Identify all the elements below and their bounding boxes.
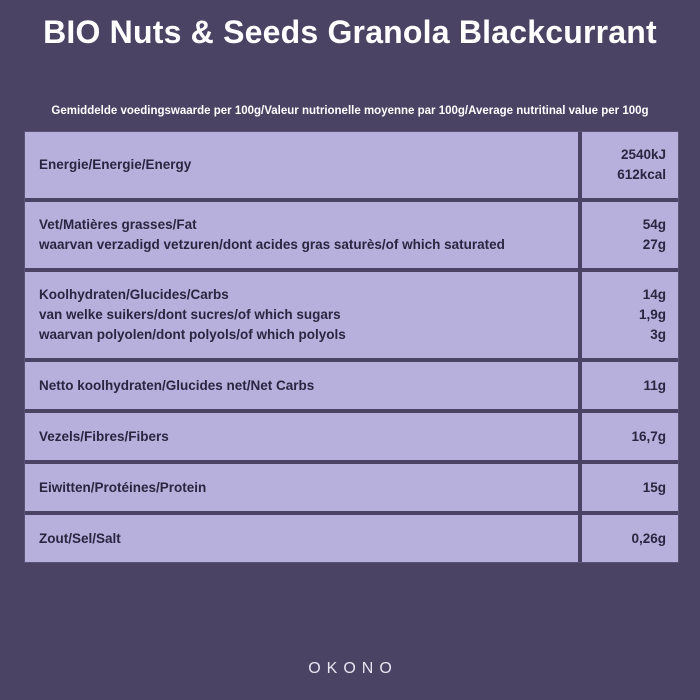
row-label-cell [25, 132, 578, 198]
row-label: van welke suikers/dont sucres/of which sugars [39, 307, 341, 322]
row-value-cell [582, 132, 678, 198]
nutrition-row-salt [25, 515, 678, 562]
nutrition-table [24, 131, 679, 563]
nutrition-row-carbs [25, 272, 678, 358]
row-value: 16,7g [631, 428, 666, 444]
row-label: Koolhydraten/Glucides/Carbs [39, 287, 229, 302]
nutrition-row-energy [25, 132, 678, 198]
row-value: 54g [642, 217, 666, 232]
table-subtitle: Gemiddelde voedingswaarde per 100g/Valeur nutrionelle moyenne par 100g/Average nutritinal value per 100g [51, 105, 649, 117]
row-label: Vet/Matières grasses/Fat [39, 217, 197, 232]
row-value: 14g [642, 287, 666, 302]
row-label-cell [25, 464, 578, 511]
nutrition-row-protein [25, 464, 678, 511]
row-label: waarvan polyolen/dont polyols/of which polyols [39, 327, 346, 342]
nutrition-row-fibers [25, 413, 678, 460]
row-label-cell [25, 202, 578, 268]
row-value: 15g [642, 479, 666, 495]
nutrition-row-net-carbs [25, 362, 678, 409]
row-value: 612kcal [617, 167, 666, 182]
row-value: 27g [642, 237, 666, 252]
page-title: BIO Nuts & Seeds Granola Blackcurrant [43, 14, 657, 50]
row-label: Vezels/Fibres/Fibers [39, 428, 169, 444]
row-label: Netto koolhydraten/Glucides net/Net Carbs [39, 377, 315, 393]
row-label-cell [25, 515, 578, 562]
row-value: 11g [643, 377, 666, 393]
row-value-cell [582, 515, 678, 562]
row-value-cell [582, 464, 678, 511]
row-value: 2540kJ [620, 147, 666, 162]
row-value: 0,26g [631, 530, 666, 546]
row-value: 3g [650, 327, 666, 342]
row-label: Energie/Energie/Energy [39, 157, 192, 172]
row-value-cell [582, 202, 678, 268]
row-label-cell [25, 272, 578, 358]
brand-logo: OKONO [308, 660, 398, 677]
row-value: 1,9g [638, 307, 666, 322]
row-value-cell [582, 272, 678, 358]
row-label: Eiwitten/Protéines/Protein [39, 479, 207, 495]
row-value-cell [582, 413, 678, 460]
row-value-cell [582, 362, 678, 409]
nutrition-row-fat [25, 202, 678, 268]
row-label-cell [25, 413, 578, 460]
row-label-cell [25, 362, 578, 409]
row-label: Zout/Sel/Salt [39, 530, 121, 546]
row-label: waarvan verzadigd vetzuren/dont acides gras saturès/of which saturated [39, 237, 505, 252]
